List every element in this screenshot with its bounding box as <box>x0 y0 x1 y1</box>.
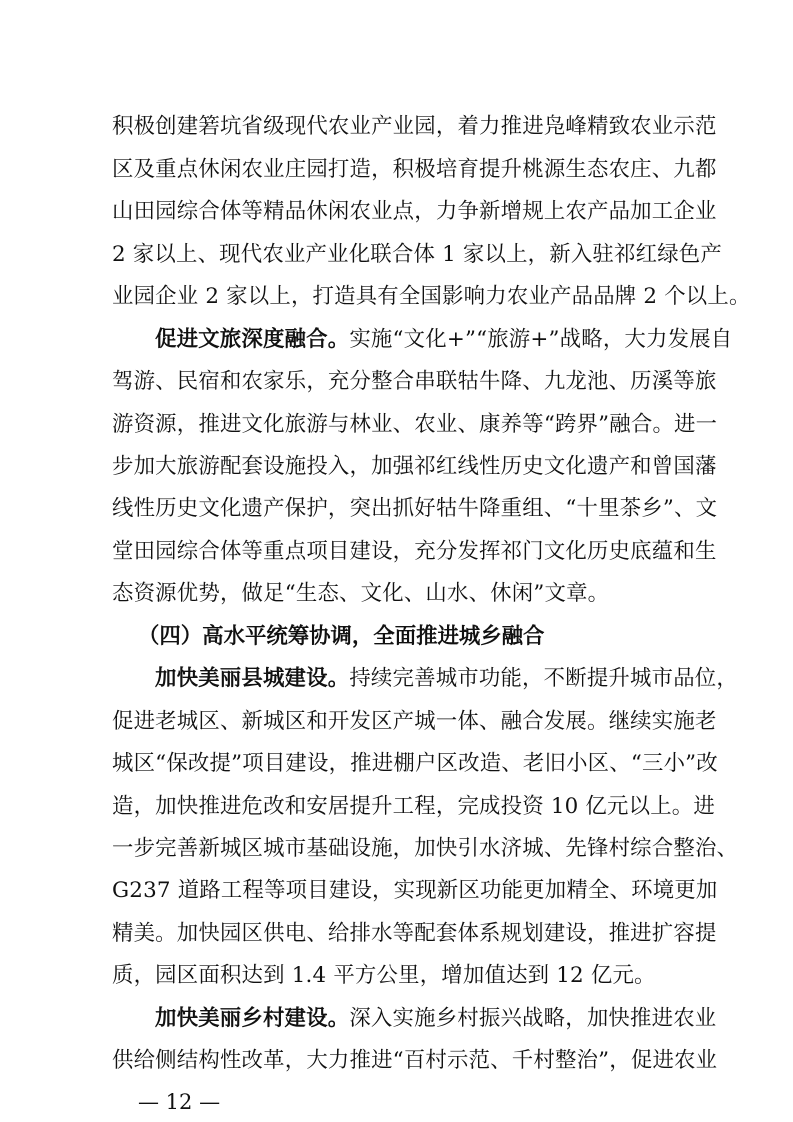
para1-line-4: 2 家以上、现代农业产业化联合体 1 家以上，新入驻祁红绿色产 <box>112 242 722 267</box>
para2-line-3: 游资源，推进文化旅游与林业、农业、康养等“跨界”融合。进一 <box>112 412 718 437</box>
para2-first-line <box>155 325 733 355</box>
para4-first-rest: 深入实施乡村振兴战略，加快推进农业 <box>349 1006 717 1031</box>
para2-line-4: 步加大旅游配套设施投入，加强祁红线性历史文化遗产和曾国藩 <box>112 454 717 479</box>
para3-first-line <box>155 664 738 694</box>
para3-line-5: 一步完善新城区城市基础设施，加快引水济城、先锋村综合整治、 <box>112 836 739 861</box>
para2-lead: 促进文旅深度融合。 <box>155 327 350 352</box>
para3-first-rest: 持续完善城市功能，不断提升城市品位， <box>349 666 738 691</box>
para3-line-4: 造，加快推进危改和安居提升工程，完成投资 10 亿元以上。进 <box>112 794 715 819</box>
para1-line-2: 区及重点休闲农业庄园打造，积极培育提升桃源生态农庄、九都 <box>112 157 717 182</box>
para2-line-6: 堂田园综合体等重点项目建设，充分发挥祁门文化历史底蕴和生 <box>112 539 717 564</box>
para3-line-7: 精美。加快园区供电、给排水等配套体系规划建设，推进扩容提 <box>112 921 717 946</box>
para2-line-2: 驾游、民宿和农家乐，充分整合串联牯牛降、九龙池、历溪等旅 <box>112 369 717 394</box>
para1-line-1: 积极创建箬坑省级现代农业产业园，着力推进凫峰精致农业示范 <box>112 114 717 139</box>
para4-first-line <box>155 1004 717 1034</box>
para3-line-2: 促进老城区、新城区和开发区产城一体、融合发展。继续实施老 <box>112 709 717 734</box>
para2-line-5: 线性历史文化遗产保护，突出抓好牯牛降重组、“十里茶乡”、文 <box>112 496 718 521</box>
para4-line-2: 供给侧结构性改革，大力推进“百村示范、千村整治”，促进农业 <box>112 1048 718 1073</box>
para2-first-rest: 实施“文化+”“旅游+”战略，大力发展自 <box>349 327 733 352</box>
para3-lead: 加快美丽县城建设。 <box>155 666 350 691</box>
page-number: — 12 — <box>138 1090 221 1114</box>
para4-lead: 加快美丽乡村建设。 <box>155 1006 350 1031</box>
para3-line-3: 城区“保改提”项目建设，推进棚户区改造、老旧小区、“三小”改 <box>112 751 718 776</box>
para1-line-5: 业园企业 2 家以上，打造具有全国影响力农业产品品牌 2 个以上。 <box>112 284 751 309</box>
para3-line-8: 质，园区面积达到 1.4 平方公里，增加值达到 12 亿元。 <box>112 963 656 988</box>
para3-line-6: G237 道路工程等项目建设，实现新区功能更加精全、环境更加 <box>112 878 718 903</box>
para2-line-7: 态资源优势，做足“生态、文化、山水、休闲”文章。 <box>112 581 610 606</box>
para1-line-3: 山田园综合体等精品休闲农业点，力争新增规上农产品加工企业 <box>112 199 717 224</box>
section-heading: （四）高水平统筹协调，全面推进城乡融合 <box>138 624 545 649</box>
